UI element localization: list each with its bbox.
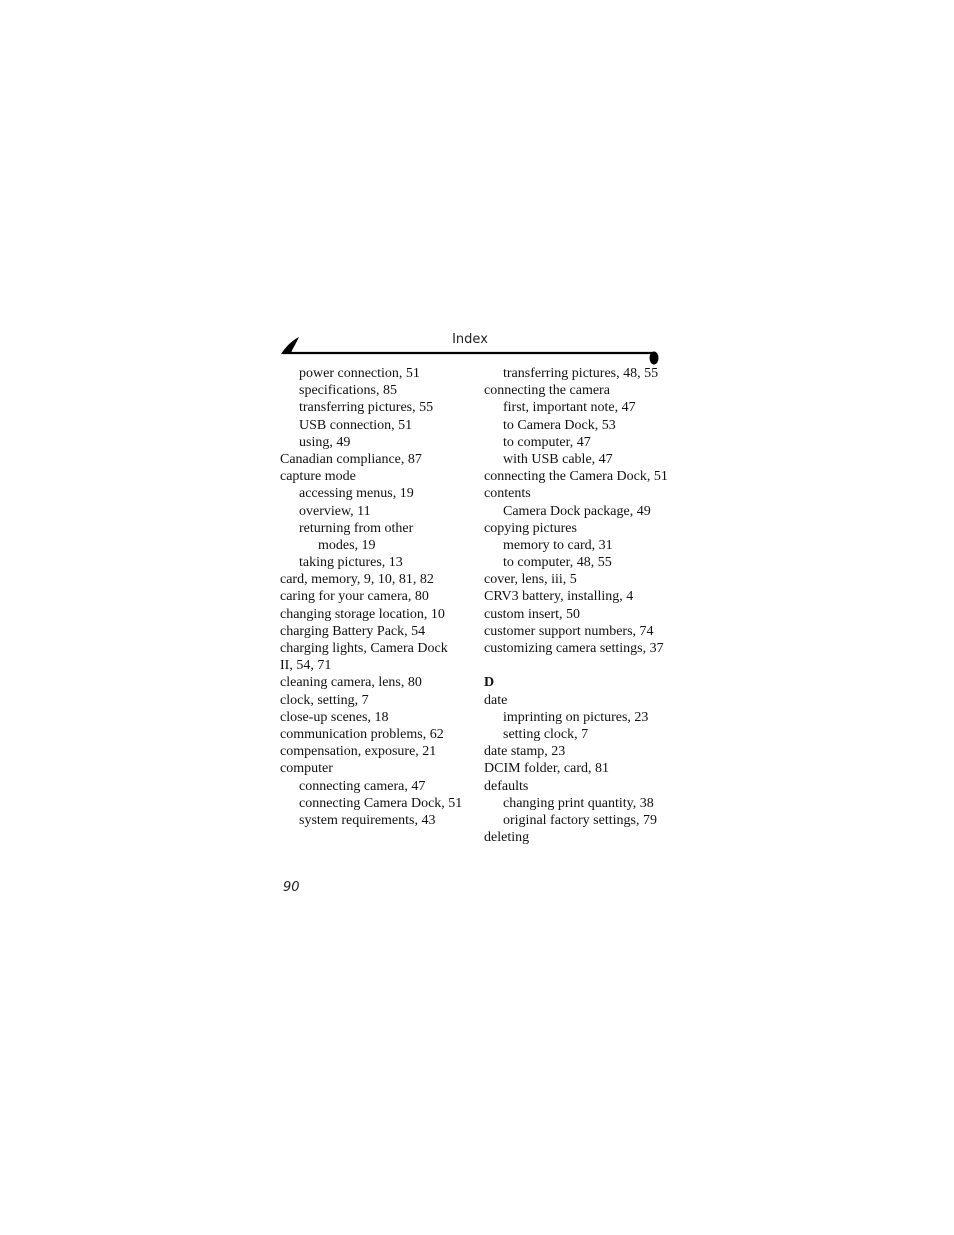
index-entry: clock, setting, 7 xyxy=(280,692,369,708)
index-entry: changing print quantity, 38 xyxy=(503,795,654,811)
index-entry: caring for your camera, 80 xyxy=(280,589,429,605)
index-entry: to Camera Dock, 53 xyxy=(503,417,616,433)
index-entry: power connection, 51 xyxy=(299,366,420,381)
index-column-right xyxy=(484,365,674,846)
header-rule-icon xyxy=(279,334,661,368)
index-entry: customizing camera settings, 37 xyxy=(484,641,664,656)
index-entry: date xyxy=(484,692,508,708)
index-entry: to computer, 47 xyxy=(503,434,591,450)
index-entry xyxy=(484,657,674,674)
index-entry: returning from other xyxy=(299,520,414,536)
index-entry: card, memory, 9, 10, 81, 82 xyxy=(280,572,434,588)
index-entry: modes, 19 xyxy=(318,537,376,553)
index-entry: CRV3 battery, installing, 4 xyxy=(484,589,634,605)
index-entry: transferring pictures, 55 xyxy=(299,400,434,416)
running-header-title: Index xyxy=(452,332,488,347)
index-entry: communication problems, 62 xyxy=(280,726,444,742)
index-entry: deleting xyxy=(484,830,530,846)
index-entry: cover, lens, iii, 5 xyxy=(484,572,577,588)
index-entry: charging Battery Pack, 54 xyxy=(280,623,426,639)
index-entry: capture mode xyxy=(280,469,356,485)
index-entry: memory to card, 31 xyxy=(503,537,613,553)
index-entry: contents xyxy=(484,486,531,502)
index-letter-heading: D xyxy=(484,675,495,691)
page-number: 90 xyxy=(283,880,300,895)
index-entry: close-up scenes, 18 xyxy=(280,709,389,725)
index-entry: first, important note, 47 xyxy=(503,400,636,416)
index-entry: charging lights, Camera Dock xyxy=(280,641,448,656)
index-entry: II, 54, 71 xyxy=(280,658,332,674)
index-entry: defaults xyxy=(484,778,529,794)
index-entry: setting clock, 7 xyxy=(503,726,589,742)
index-entry: copying pictures xyxy=(484,520,577,536)
index-entry: changing storage location, 10 xyxy=(280,606,445,622)
index-entry: specifications, 85 xyxy=(299,383,397,399)
index-entry: cleaning camera, lens, 80 xyxy=(280,675,422,691)
index-entry: connecting camera, 47 xyxy=(299,778,426,794)
index-entry: Camera Dock package, 49 xyxy=(503,503,651,519)
index-entry: overview, 11 xyxy=(299,503,371,519)
index-entry: USB connection, 51 xyxy=(299,417,413,433)
index-entry: Canadian compliance, 87 xyxy=(280,451,422,467)
index-entry: transferring pictures, 48, 55 xyxy=(503,366,659,381)
index-entry: system requirements, 43 xyxy=(299,812,436,828)
index-entry: using, 49 xyxy=(299,434,351,450)
index-entry: with USB cable, 47 xyxy=(503,451,613,467)
index-entry: date stamp, 23 xyxy=(484,744,566,760)
index-entry: custom insert, 50 xyxy=(484,606,581,622)
index-entry: DCIM folder, card, 81 xyxy=(484,761,610,777)
index-entry: customer support numbers, 74 xyxy=(484,623,654,639)
index-entry: connecting the camera xyxy=(484,383,610,399)
index-entry: computer xyxy=(280,761,333,777)
index-column-left xyxy=(280,365,470,829)
index-entry: original factory settings, 79 xyxy=(503,812,657,828)
index-entry: compensation, exposure, 21 xyxy=(280,744,437,760)
index-entry: to computer, 48, 55 xyxy=(503,555,612,571)
index-entry: connecting Camera Dock, 51 xyxy=(299,795,463,811)
index-entry: connecting the Camera Dock, 51 xyxy=(484,469,668,485)
index-entry: taking pictures, 13 xyxy=(299,555,403,571)
index-entry: accessing menus, 19 xyxy=(299,486,414,502)
index-entry: imprinting on pictures, 23 xyxy=(503,709,649,725)
